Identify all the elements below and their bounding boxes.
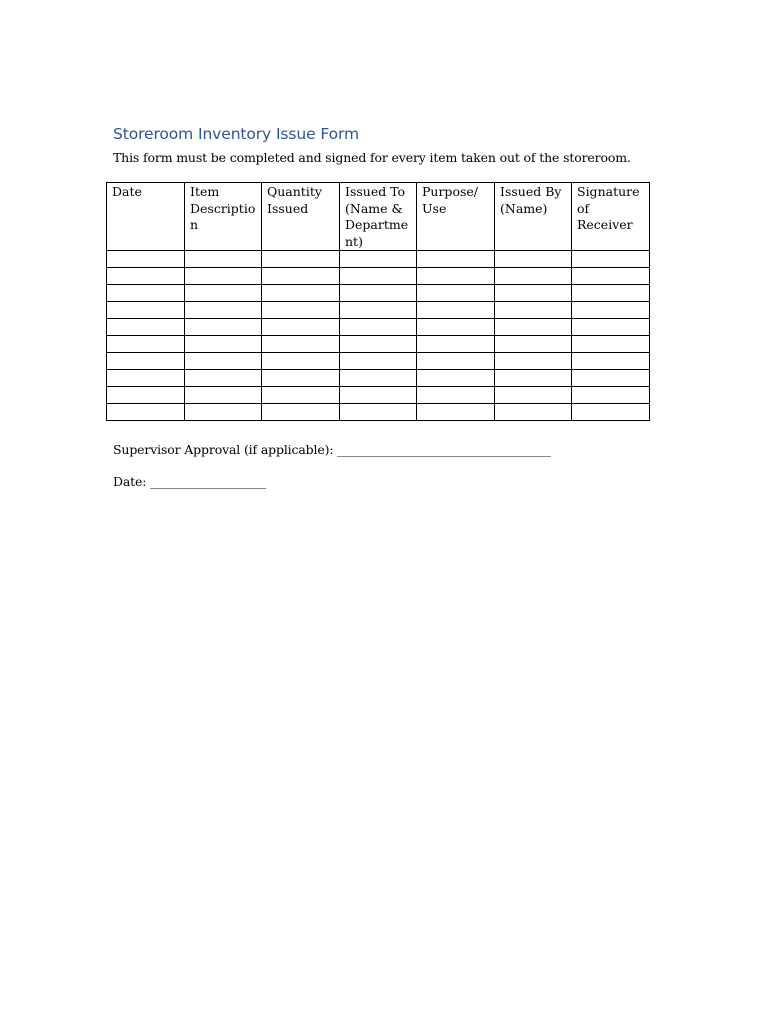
table-cell[interactable] [262,268,340,285]
table-cell[interactable] [185,404,262,421]
table-cell[interactable] [262,353,340,370]
table-cell[interactable] [417,251,495,268]
table-row [107,285,650,302]
table-cell[interactable] [417,268,495,285]
table-cell[interactable] [572,353,650,370]
table-cell[interactable] [262,336,340,353]
table-cell[interactable] [107,285,185,302]
table-row [107,302,650,319]
table-body [107,251,650,421]
inventory-issue-table [106,182,650,421]
table-cell[interactable] [495,319,572,336]
table-cell[interactable] [417,319,495,336]
table-cell[interactable] [572,285,650,302]
table-row [107,336,650,353]
table-cell[interactable] [572,336,650,353]
table-cell[interactable] [572,404,650,421]
table-cell[interactable] [417,387,495,404]
table-row [107,251,650,268]
table-cell[interactable] [107,336,185,353]
table-cell[interactable] [495,336,572,353]
table-cell[interactable] [340,302,417,319]
table-cell[interactable] [495,285,572,302]
table-cell[interactable] [107,353,185,370]
column-header-issued-by: Issued By (Name) [495,183,572,251]
table-cell[interactable] [572,319,650,336]
table-cell[interactable] [262,251,340,268]
table-cell[interactable] [185,319,262,336]
table-cell[interactable] [185,387,262,404]
table-cell[interactable] [185,268,262,285]
table-row [107,268,650,285]
column-header-purpose: Purpose/ Use [417,183,495,251]
table-cell[interactable] [107,404,185,421]
table-header-row [107,183,650,251]
table-cell[interactable] [340,404,417,421]
column-header-quantity-issued: Quantity Issued [262,183,340,251]
table-cell[interactable] [262,319,340,336]
table-cell[interactable] [572,268,650,285]
table-cell[interactable] [572,387,650,404]
table-cell[interactable] [495,268,572,285]
table-cell[interactable] [340,319,417,336]
table-cell[interactable] [340,387,417,404]
column-header-issued-to: Issued To (Name & Departme nt) [340,183,417,251]
table-cell[interactable] [572,302,650,319]
table-cell[interactable] [107,387,185,404]
table-cell[interactable] [185,302,262,319]
table-cell[interactable] [340,285,417,302]
table-cell[interactable] [185,370,262,387]
table-cell[interactable] [417,302,495,319]
table-cell[interactable] [495,302,572,319]
form-instructions: This form must be completed and signed for every item taken out of the storeroom. [113,150,631,165]
table-cell[interactable] [262,302,340,319]
table-cell[interactable] [495,404,572,421]
table-cell[interactable] [185,285,262,302]
table-row [107,353,650,370]
table-cell[interactable] [185,251,262,268]
table-row [107,319,650,336]
column-header-date: Date [107,183,185,251]
table-cell[interactable] [340,251,417,268]
table-cell[interactable] [340,353,417,370]
table-cell[interactable] [107,319,185,336]
form-title: Storeroom Inventory Issue Form [113,125,360,143]
table-cell[interactable] [262,370,340,387]
supervisor-approval-line: Supervisor Approval (if applicable): ___________________________________ [113,442,551,457]
table-cell[interactable] [262,285,340,302]
table-cell[interactable] [572,251,650,268]
column-header-item-description: Item Descriptio n [185,183,262,251]
table-cell[interactable] [340,370,417,387]
table-cell[interactable] [495,251,572,268]
table-row [107,404,650,421]
table-cell[interactable] [417,370,495,387]
table-cell[interactable] [417,404,495,421]
table-cell[interactable] [495,370,572,387]
table-cell[interactable] [185,353,262,370]
table-cell[interactable] [495,387,572,404]
table-cell[interactable] [572,370,650,387]
table-row [107,387,650,404]
table-cell[interactable] [495,353,572,370]
table-cell[interactable] [107,251,185,268]
table-cell[interactable] [107,302,185,319]
table-cell[interactable] [417,285,495,302]
date-signature-line: Date: ___________________ [113,474,267,489]
table-cell[interactable] [340,336,417,353]
table-cell[interactable] [340,268,417,285]
table-cell[interactable] [262,387,340,404]
column-header-signature: Signature of Receiver [572,183,650,251]
table-cell[interactable] [107,268,185,285]
table-cell[interactable] [185,336,262,353]
table-row [107,370,650,387]
table-cell[interactable] [262,404,340,421]
table-cell[interactable] [417,336,495,353]
table-cell[interactable] [107,370,185,387]
table-cell[interactable] [417,353,495,370]
